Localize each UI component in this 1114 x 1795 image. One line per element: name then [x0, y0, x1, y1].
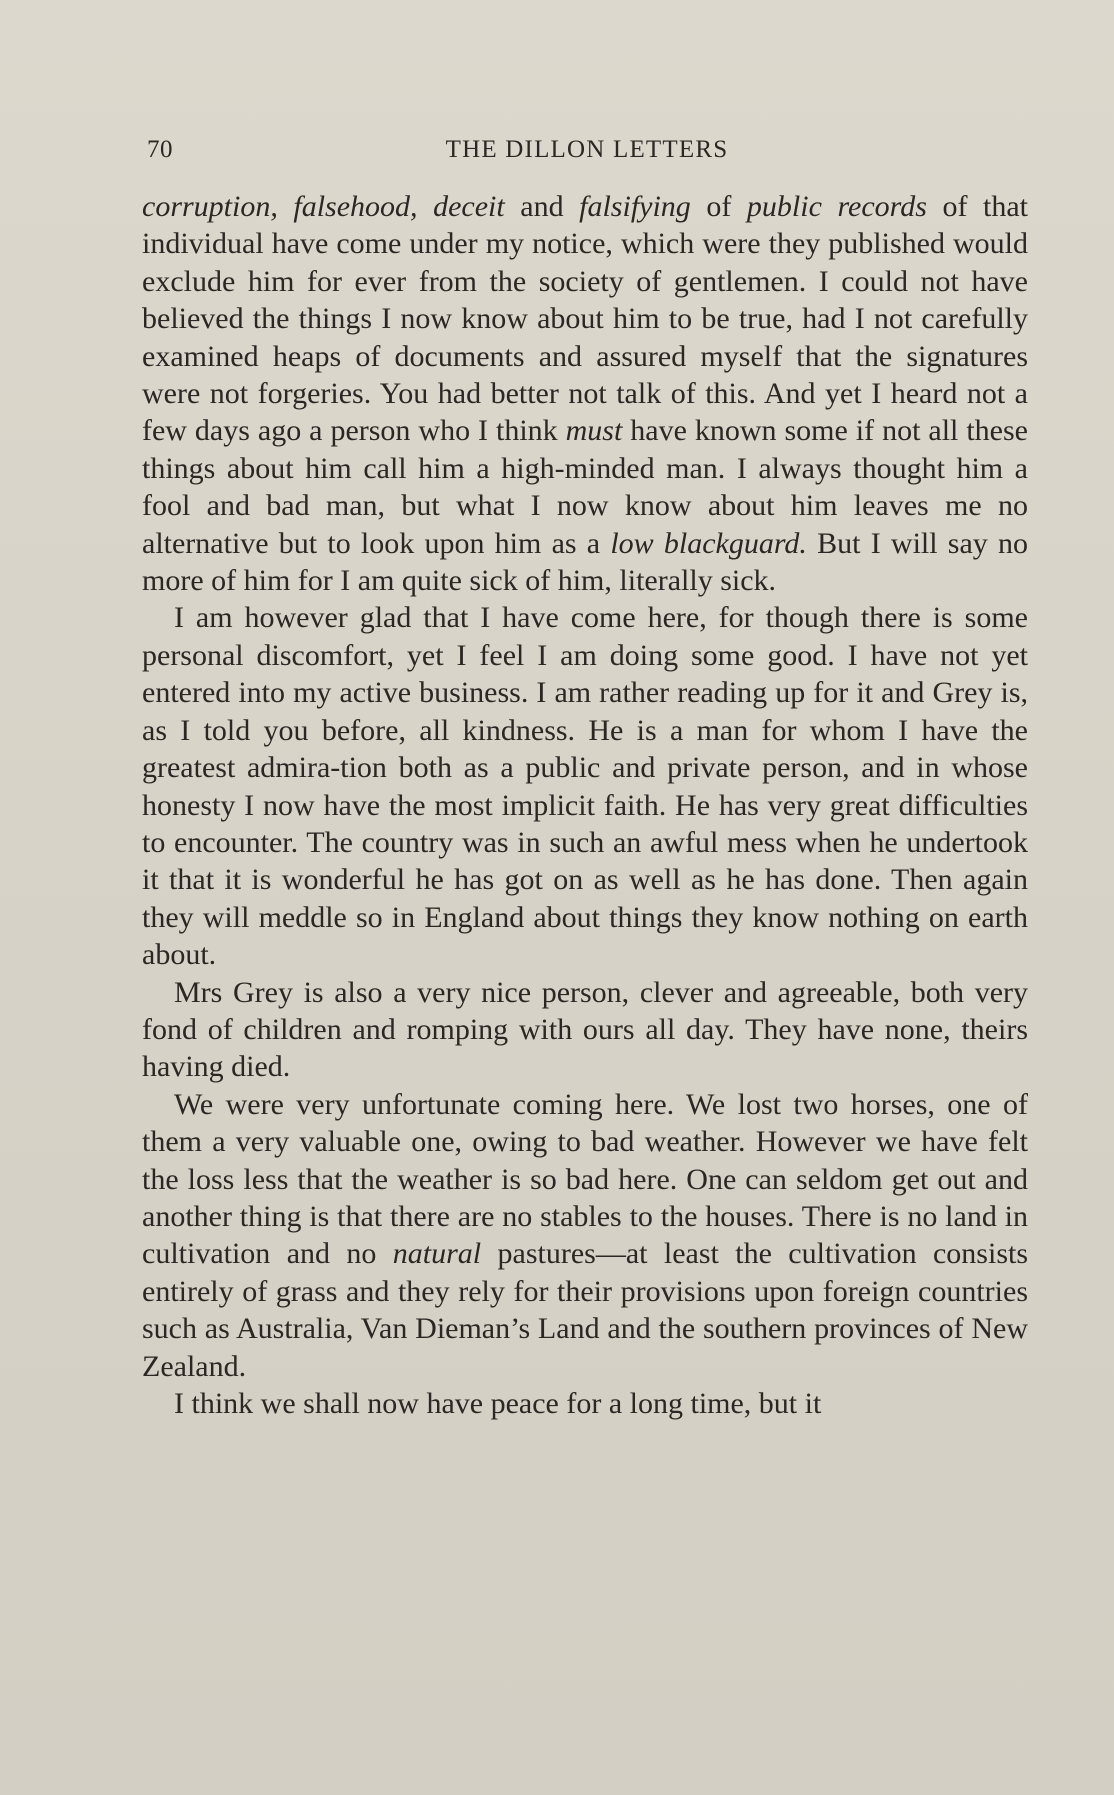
text-segment: But I will say no more of him for I am quite sick of him, literally sick.: [142, 526, 1029, 598]
text-segment: have known some if not all these things about him call him a high-minded man. I always thought him a fool and bad man, but what I now know about him leaves me no alternative but to look upon him as a: [142, 414, 1028, 560]
text-segment: Mrs Grey is also a very nice person, clever and agreeable, both very fond of children and romping with ours all day. They have none, theirs having died.: [142, 975, 1028, 1084]
running-title: THE DILLON LETTERS: [445, 136, 729, 163]
text-segment: pastures—at least the cultivation consists entirely of grass and they rely for their provisions upon foreign countries such as Australia, Van Dieman’s Land and the southern provinces of New Zealand.: [142, 1237, 1028, 1383]
text-segment: of that individual have come under my notice, which were they published would exclude him for ever from the society of gentlemen. I could not have believed the things I now know about him to be true, had I not carefully examined heaps of documents and assured myself that the signatures were not forgeries. You had better not talk of this. And yet I heard not a few days ago a person who I think: [142, 190, 1028, 448]
page-header: [147, 136, 1027, 172]
paragraph-5: [142, 1385, 1028, 1422]
text-segment: corruption, falsehood, deceit: [142, 190, 505, 223]
text-segment: natural: [392, 1237, 482, 1271]
body-text: [142, 188, 1028, 1422]
text-segment: public records: [746, 190, 927, 223]
text-segment: falsifying: [579, 190, 691, 223]
paragraph-2: [142, 599, 1028, 973]
text-segment: and: [504, 190, 580, 223]
page-number: 70: [147, 136, 173, 163]
paragraph-3: [142, 974, 1028, 1086]
text-segment: must: [565, 414, 623, 448]
text-segment: I am however glad that I have come here, for though there is some personal discomfort, yet I feel I am doing some good. I have not yet entered into my active business. I am rather reading up for it and Grey is, as I told you before, all kindness. He is a man for whom I have the greatest admira-tion both as a public and private person, and in whose honesty I now have the most implicit faith. He has very great difficulties to encounter. The country was in such an awful mess when he undertook it that it is wonderful he has got on as well as he has done. Then again they will meddle so in England about things they know nothing on earth about.: [142, 601, 1028, 972]
text-segment: We were very unfortunate coming here. We lost two horses, one of them a very valuable one, owing to bad weather. However we have felt the loss less that the weather is so bad here. One can seldom get out and another thing is that there are no stables to the houses. There is no land in cultivation and no: [142, 1087, 1028, 1271]
text-segment: I think we shall now have peace for a long time, but it: [174, 1387, 822, 1420]
paragraph-1: [142, 188, 1028, 599]
text-segment: low blackguard.: [610, 526, 807, 560]
paragraph-4: [142, 1086, 1028, 1385]
text-segment: of: [690, 190, 747, 223]
